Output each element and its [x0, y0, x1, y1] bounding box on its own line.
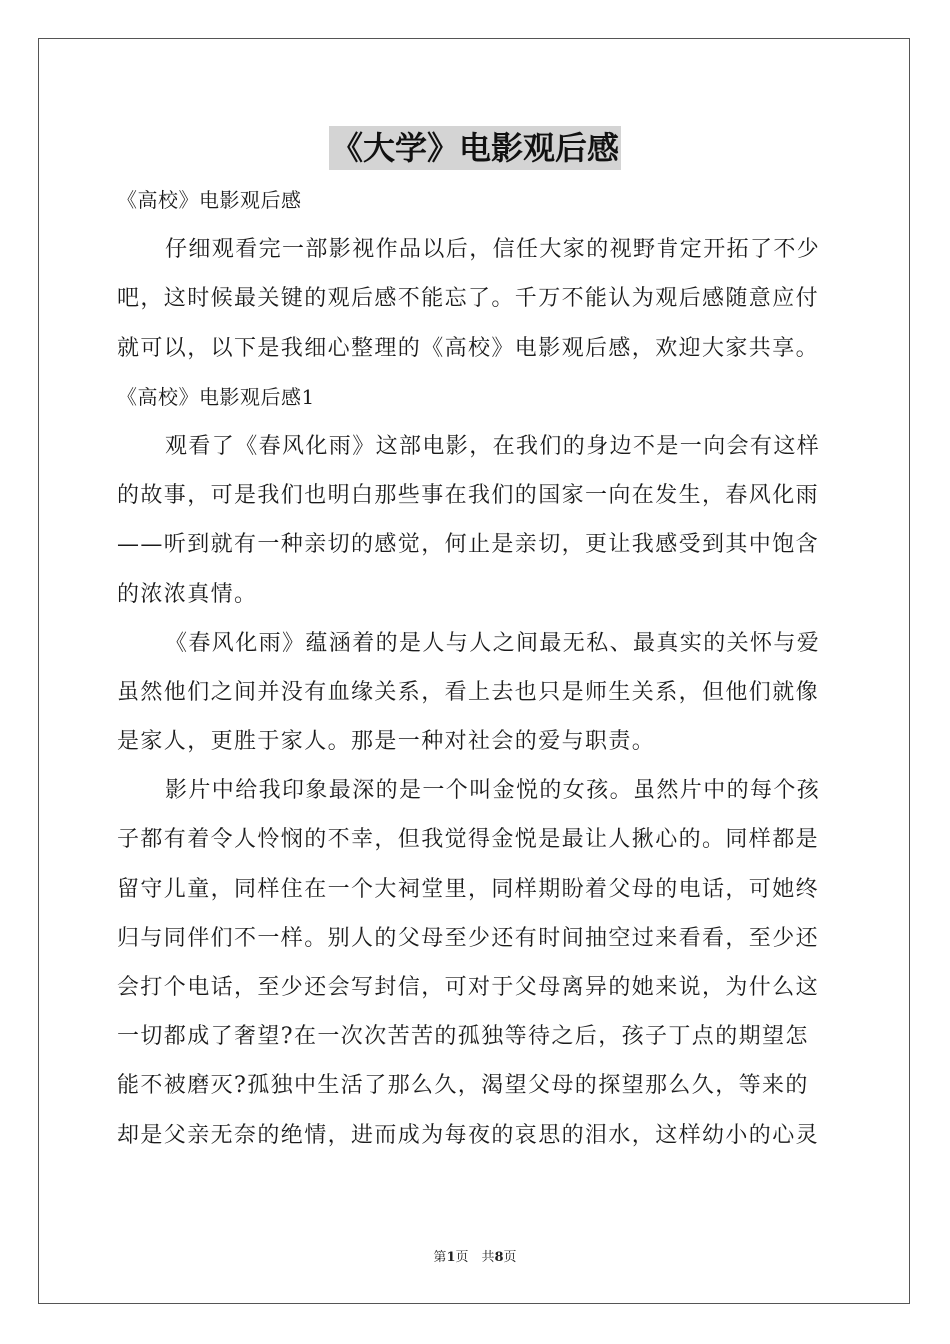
text-line: 能不被磨灭?孤独中生活了那么久，渴望父母的探望那么久，等来的: [117, 1073, 809, 1099]
text-line: 子都有着令人怜悯的不幸，但我觉得金悦是最让人揪心的。同样都是: [117, 827, 820, 853]
text-line: 却是父亲无奈的绝情，进而成为每夜的哀思的泪水，这样幼小的心灵: [117, 1122, 820, 1148]
footer-suffix: 页: [503, 1250, 517, 1265]
text-line: 是家人，更胜于家人。那是一种对社会的爱与职责。: [117, 729, 656, 755]
section-heading: 《高校》电影观后感1: [117, 384, 315, 409]
text-line: 《春风化雨》蕴涵着的是人与人之间最无私、最真实的关怀与爱: [165, 630, 821, 656]
footer-mid: 页 共: [455, 1250, 495, 1265]
page-footer: [0, 1246, 950, 1265]
text-line: 的故事，可是我们也明白那些事在我们的国家一向在发生，春风化雨: [117, 483, 820, 509]
text-line: 就可以，以下是我细心整理的《高校》电影观后感，欢迎大家共享。: [117, 335, 820, 361]
text-line: 虽然他们之间并没有血缘关系，看上去也只是师生关系，但他们就像: [117, 679, 820, 705]
text-line: 的浓浓真情。: [117, 581, 258, 607]
text-line: 吧，这时候最关键的观后感不能忘了。千万不能认为观后感随意应付: [117, 286, 820, 312]
text-line: 归与同伴们不一样。别人的父母至少还有时间抽空过来看看，至少还: [117, 925, 820, 951]
text-line: 观看了《春风化雨》这部电影，在我们的身边不是一向会有这样: [165, 433, 821, 459]
footer-page-number: 1: [446, 1250, 456, 1265]
text-line: 仔细观看完一部影视作品以后，信任大家的视野肯定开拓了不少: [165, 237, 821, 263]
footer-prefix: 第: [433, 1250, 447, 1265]
text-line: 影片中给我印象最深的是一个叫金悦的女孩。虽然片中的每个孩: [165, 778, 821, 804]
footer-total-pages: 8: [494, 1250, 504, 1265]
text-line: 一切都成了奢望?在一次次苦苦的孤独等待之后，孩子丁点的期望怎: [117, 1024, 809, 1050]
text-line: 留守儿童，同样住在一个大祠堂里，同样期盼着父母的电话，可她终: [117, 876, 820, 902]
title-wrap: [0, 126, 950, 170]
text-line: 会打个电话，至少还会写封信，可对于父母离异的她来说，为什么这: [117, 975, 820, 1000]
text-line: ——听到就有一种亲切的感觉，何止是亲切，更让我感受到其中饱含: [117, 532, 820, 558]
document-title: 《大学》电影观后感: [329, 126, 621, 170]
document-body: [117, 176, 833, 1160]
section-heading: 《高校》电影观后感: [117, 188, 302, 212]
